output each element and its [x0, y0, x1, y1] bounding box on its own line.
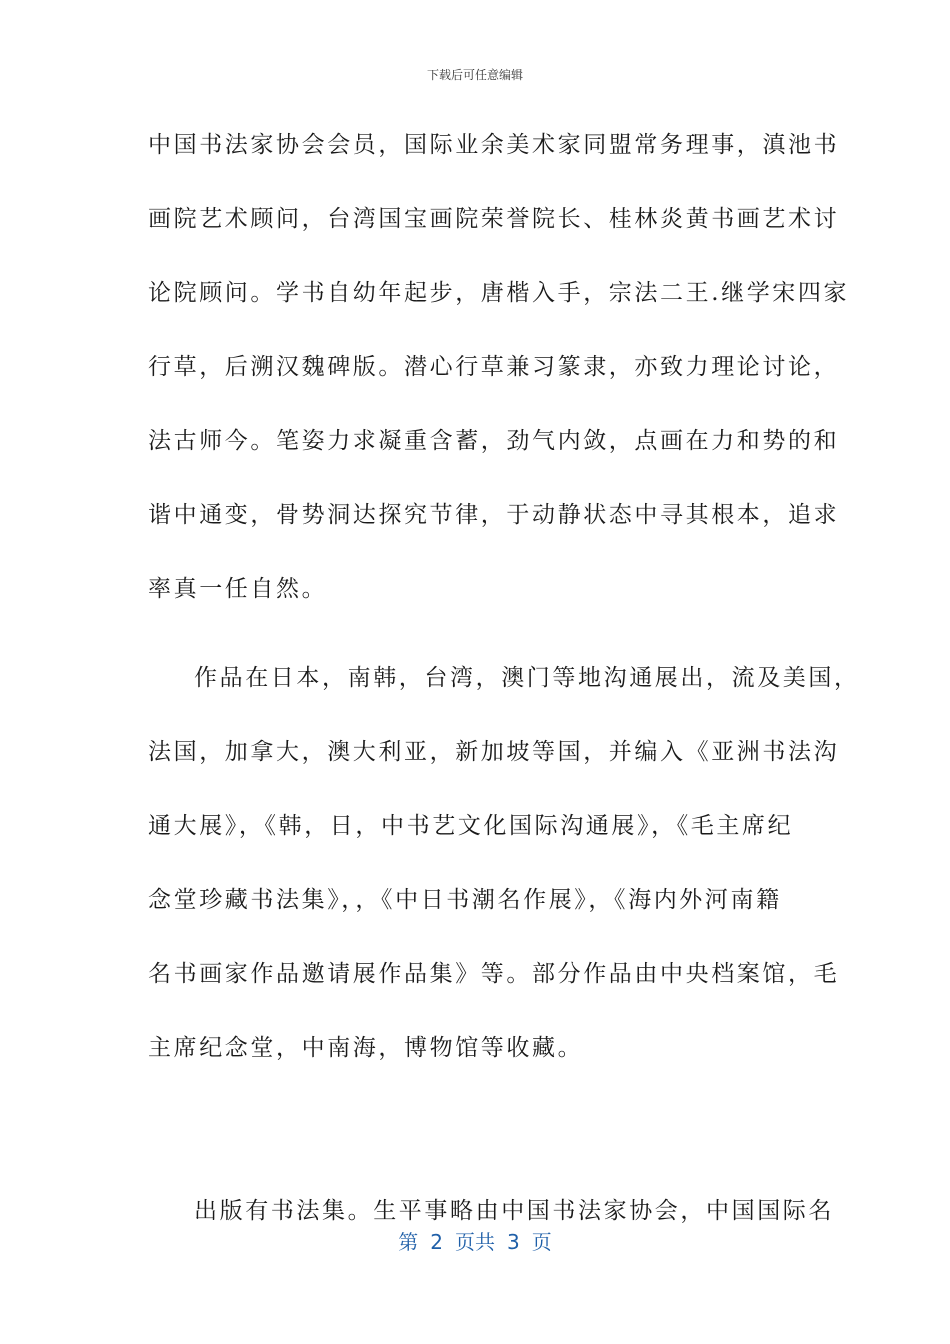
page-header: 下载后可任意编辑	[426, 68, 523, 82]
text-line: 法古师今。笔姿力求凝重含蓄，劲气内敛，点画在力和势的和	[148, 428, 840, 454]
footer-prefix: 第	[398, 1230, 419, 1254]
text-line: 名书画家作品邀请展作品集》等。部分作品由中央档案馆，毛	[148, 961, 840, 987]
page-footer	[0, 1226, 950, 1255]
text-line: 率真一任自然。	[148, 576, 328, 602]
text-line: 中国书法家协会会员，国际业余美术家同盟常务理事，滇池书	[148, 132, 840, 158]
footer-middle: 页共	[455, 1230, 495, 1254]
footer-total-pages: 3	[507, 1230, 520, 1254]
text-line: 画院艺术顾问，台湾国宝画院荣誉院长、桂林炎黄书画艺术讨	[148, 206, 840, 232]
document-body	[148, 128, 860, 1268]
text-line	[148, 1105, 808, 1179]
text-line: 谐中通变，骨势洞达探究节律，于动静状态中寻其根本，追求	[148, 502, 840, 528]
text-line: 行草，后溯汉魏碑版。潜心行草兼习篆隶，亦致力理论讨论，	[148, 354, 840, 380]
paragraph	[148, 128, 850, 646]
text-line: 通大展》，《韩，日，中书艺文化国际沟通展》，《毛主席纪	[148, 813, 794, 839]
footer-page-number: 2	[430, 1230, 443, 1254]
footer-suffix: 页	[531, 1230, 552, 1254]
text-line: 念堂珍藏书法集》，，《中日书潮名作展》，《海内外河南籍	[148, 887, 782, 913]
text-line: 法国，加拿大，澳大利亚，新加坡等国，并编入《亚洲书法沟	[148, 739, 840, 765]
text-line: 论院顾问。学书自幼年起步，唐楷入手，宗法二王.继学宋四家	[148, 280, 850, 306]
text-line: 主席纪念堂，中南海，博物馆等收藏。	[148, 1035, 584, 1061]
text-line: 出版有书法集。生平事略由中国书法家协会，中国国际名	[194, 1198, 834, 1224]
paragraph	[148, 661, 860, 1179]
text-line: 作品在日本，南韩，台湾，澳门等地沟通展出，流及美国，	[194, 665, 860, 691]
